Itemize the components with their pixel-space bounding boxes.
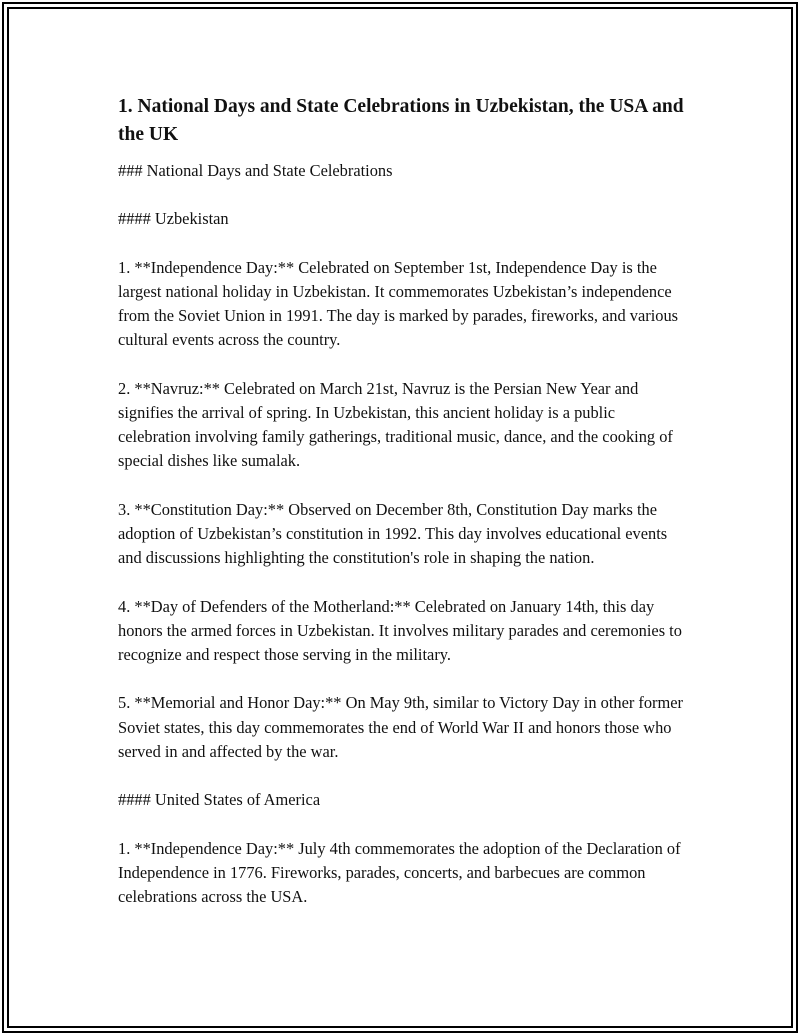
subsection-heading-usa: #### United States of America <box>118 790 321 810</box>
paragraph-usa-independence-day: 1. **Independence Day:** July 4th commemorates the adoption of the Declaration of Independence in 1776. Fireworks, parades, concerts, and barbecues are common celebrations across the USA. <box>118 838 681 906</box>
document-title: 1. National Days and State Celebrations in Uzbekistan, the USA and the UK <box>118 96 684 145</box>
paragraph-uz-memorial-day: 5. **Memorial and Honor Day:** On May 9th, similar to Victory Day in other former Soviet states, this day commemorates the end of World War II and honors those who served in and affected by the war. <box>118 693 683 761</box>
paragraph-uz-defenders-day: 4. **Day of Defenders of the Motherland:** Celebrated on January 14th, this day honors the armed forces in Uzbekistan. It involves military parades and ceremonies to recognize and respect those serving in the military. <box>118 596 682 664</box>
paragraph-uz-navruz: 2. **Navruz:** Celebrated on March 21st, Navruz is the Persian New Year and signifies the arrival of spring. In Uzbekistan, this ancient holiday is a public celebration involving family gatherings, traditional music, dance, and the cooking of special dishes like sumalak. <box>118 378 673 471</box>
paragraph-uz-independence-day: 1. **Independence Day:** Celebrated on September 1st, Independence Day is the largest national holiday in Uzbekistan. It commemorates Uzbekistan’s independence from the Soviet Union in 1991. The day is marked by parades, fireworks, and various cultural events across the country. <box>118 257 679 350</box>
paragraph-uz-constitution-day: 3. **Constitution Day:** Observed on December 8th, Constitution Day marks the adoption of Uzbekistan’s constitution in 1992. This day involves educational events and discussions highlighting the constitution's role in shaping the nation. <box>118 499 668 568</box>
subsection-heading-uzbekistan: #### Uzbekistan <box>118 209 229 229</box>
document-body <box>118 93 688 933</box>
section-heading-national-days: ### National Days and State Celebrations <box>118 161 393 180</box>
